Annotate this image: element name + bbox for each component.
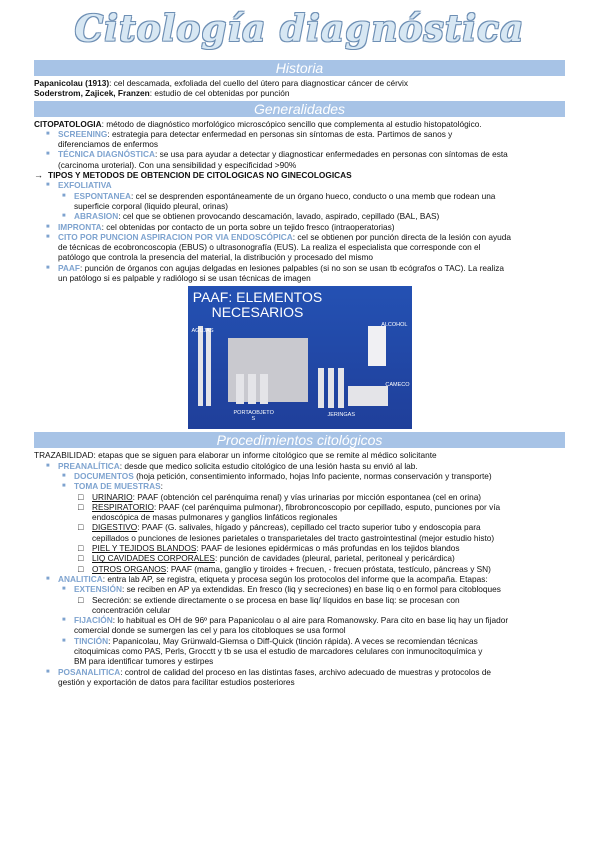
list-item: ■ ANALITICA: entra lab AP, se registra, etiqueta y procesa según los protocolos del informe que la acompaña. Etapas:: [34, 574, 565, 584]
paaf-elements-photo: [188, 286, 412, 429]
list-item: □ PIEL Y TEJIDOS BLANDOS: PAAF de lesiones epidérmicas o más profundas en los tejidos blandos: [34, 543, 565, 553]
syringe-image: [328, 368, 334, 408]
label-cameco: CAMECO: [385, 382, 410, 389]
subheading: → TIPOS Y METODOS DE OBTENCION DE CITOLOGICAS NO GINECOLOGICAS: [34, 170, 565, 180]
label-agujas: AGUJAS: [191, 328, 214, 335]
list-item: □ Secreción: se extiende directamente o se procesa en base liq/ líquidos en base liq: se procesan con concentración celular: [34, 595, 565, 616]
list-item: ■ CITO POR PUNCION ASPIRACION POR VIA ENDOSCÓPICA: cel se obtienen por punción directa de la lesión con ayuda de técnicas de ecobroncoscopia (EBUS) o ultrasonografía (EUS). La realiza el especialista que corresponde con el patólogo que controla la presencia del material, la distribución y procesado del mismo: [34, 232, 565, 263]
list-item: □ LIQ CAVIDADES CORPORALES: punción de cavidades (pleural, parietal, peritoneal y pericárdica): [34, 553, 565, 563]
section-heading-procedimientos: Procedimientos citológicos: [34, 432, 565, 448]
section-heading-generalidades: Generalidades: [34, 101, 565, 117]
historia-line: Soderstrom, Zajicek, Franzen: estudio de cel obtenidas por punción: [34, 88, 290, 99]
alcohol-bottle-image: [368, 326, 386, 366]
list-item: □ DIGESTIVO: PAAF (G. salivales, hígado y páncreas), cepillado cel tracto superior tubo y endoscopia para cepillados o punciones de lesiones parietales o transparietales del tracto gastrointestinal (mejor estudio histo): [34, 522, 565, 543]
slide-image: [236, 374, 244, 404]
list-item: ■ PAAF: punción de órganos con agujas delgadas en lesiones palpables (si no son se usan tb ecógrafos o TAC). La realiza un patólogo si es palpable y radiólogo si se usan técnicas de imagen: [34, 263, 565, 284]
list-item: □ URINARIO: PAAF (obtención cel parénquima renal) y vías urinarias por micción espontanea (cel en orina): [34, 492, 565, 502]
list-item: ■ TINCIÓN: Papanicolau, May Grünwald-Giemsa o Diff-Quick (tinción rápida). A veces se recomiendan técnicas citoquimicas como PAS, Perls, Grocctt y tb se usa el estudio de marcadores celulares con inmunocitoquímica y BM para identificar tumores y estirpes: [34, 636, 565, 667]
list-item: ■ IMPRONTA: cel obtenidas por contacto de un porta sobre un tejido fresco (intraoperatorias): [34, 222, 565, 232]
definition-line: CITOPATOLOGIA: método de diagnóstico morfológico microscópico sencillo que complementa al estudio histopatológico.: [34, 118, 482, 129]
list-item: ■ FIJACIÓN: lo habitual es OH de 96º para Papanicolau o al aire para Romanowsky. Para cito en base liq hay un fijador comercial donde se sumergen las cel y para los citobloques se usa formol: [34, 615, 565, 636]
label-jeringas: JERINGAS: [327, 412, 356, 419]
document-title: [34, 0, 565, 58]
historia-line: Papanicolau (1913): cel descamada, exfoliada del cuello del útero para diagnosticar cáncer de cérvix: [34, 78, 409, 88]
title-text: Citología diagnóstica: [74, 8, 525, 50]
list-item: ■ TÉCNICA DIAGNÓSTICA: se usa para ayudar a detectar y diagnosticar enfermedades en personas con síntomas de esta (carcinoma uroterial). Con una sensibilidad y especificidad >90%: [34, 149, 565, 170]
list-item: ■ EXFOLIATIVA: [34, 180, 565, 190]
list-item: ■ EXTENSIÓN: se reciben en AP ya extendidas. En fresco (liq y secreciones) en base liq o en formol para citobloques: [34, 584, 565, 594]
list-item: ■ ABRASION: cel que se obtienen provocando descamación, lavado, aspirado, cepillado (BAL, BAS): [34, 211, 565, 221]
list-item: ■ ESPONTANEA: cel se desprenden espontáneamente de un órgano hueco, conducto o una memb que rodean una superficie corporal (liquido pleural, orinas): [34, 191, 565, 212]
list-item: ■ SCREENING: estrategia para detectar enfermedad en personas sin síntomas de esta. Partimos de sanos y diferenciamos de enfermos: [34, 129, 565, 150]
needle-image: [198, 326, 203, 406]
photo-title: PAAF: ELEMENTOS NECESARIOS: [192, 289, 323, 321]
list-item: ■ TOMA DE MUESTRAS:: [34, 481, 565, 491]
list-item: □ RESPIRATORIO: PAAF (cel parénquima pulmonar), fibrobroncoscopio por cepillado, esputo, punciones por vía endoscópica de masas pulmonares y ganglios linfáticos regionales: [34, 502, 565, 523]
definition-line: TRAZABILIDAD: etapas que se siguen para elaborar un informe citológico que se remite al médico solicitante: [34, 450, 437, 461]
needle-image: [206, 328, 211, 406]
label-portaobjetos: PORTAOBJETO S: [233, 410, 274, 423]
syringe-image: [338, 368, 344, 408]
list-item: ■ PREANALÍTICA: desde que medico solicita estudio citológico de una lesión hasta su envió al lab.: [34, 461, 565, 471]
section-heading-historia: Historia: [34, 60, 565, 76]
slide-image: [260, 374, 268, 404]
list-item: □ OTROS ORGANOS: PAAF (mama, ganglio y tiroides + frecuen, - frecuen próstata, testículo, páncreas y SN): [34, 564, 565, 574]
syringe-image: [318, 368, 324, 408]
slide-image: [248, 374, 256, 404]
list-item: ■ DOCUMENTOS (hoja petición, consentimiento informado, hojas Info paciente, normas conservación y transporte): [34, 471, 565, 481]
list-item: ■ POSANALITICA: control de calidad del proceso en las distintas fases, archivo adecuado de muestras y protocolos de gestión y exportación de datos para facilitar estudios posteriores: [34, 667, 565, 688]
cameco-image: [348, 386, 388, 406]
label-alcohol: ALCOHOL: [381, 322, 408, 329]
